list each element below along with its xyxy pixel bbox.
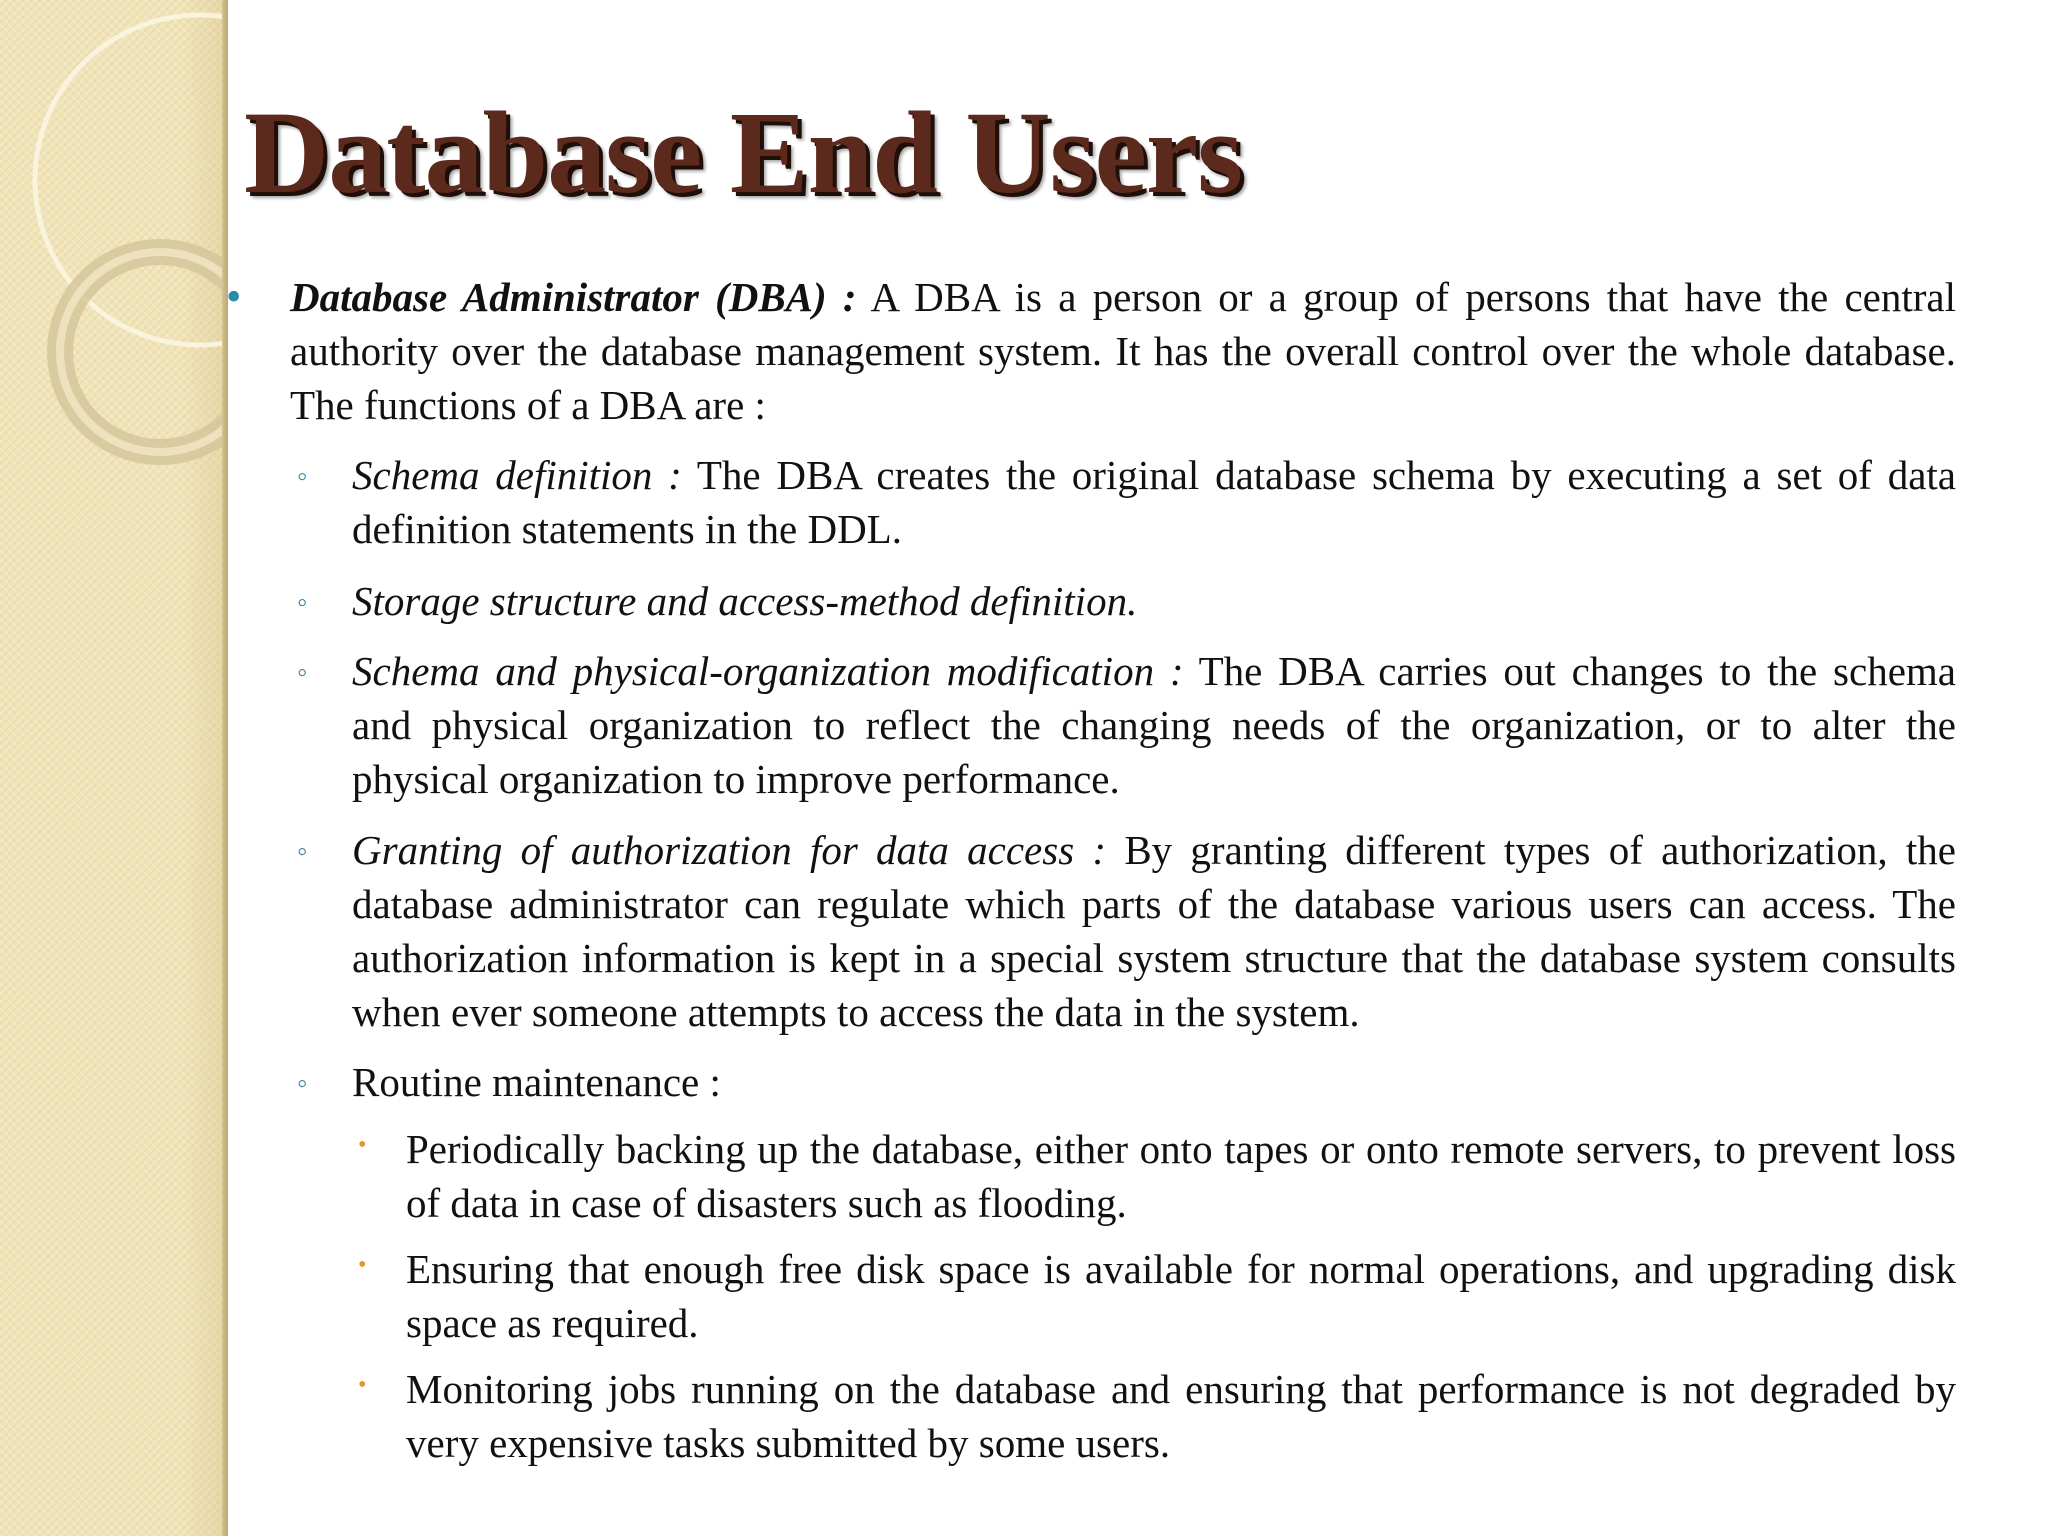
medium-ring-highlight (60, 252, 228, 452)
level3-bullet: • (358, 1132, 367, 1158)
sidebar-edge (222, 0, 228, 1536)
function-term: Schema and physical-organization modification : (352, 648, 1184, 694)
function-term: Storage structure and access-method definition. (352, 578, 1138, 624)
level3-bullet: • (358, 1372, 367, 1398)
function-term: Granting of authorization for data access : (352, 827, 1107, 873)
level2-bullet: ◦ (297, 656, 308, 689)
level2-bullet: ◦ (297, 1067, 308, 1100)
function-text: By granting different types of authorization, the database administrator can regulate which parts of the database various users can access. The authorization information is kept in a special system structure that the database system consults when ever someone attempts to access the data in the system. (352, 827, 1957, 1035)
function-text: Routine maintenance : (352, 1059, 721, 1105)
dba-description: A DBA is a person or a group of persons that have the central authority over the database management system. It has the overall control over the whole database. The functions of a DBA are : (290, 274, 1956, 428)
function-text: The DBA creates the original database schema by executing a set of data definition statements in the DDL. (352, 452, 1957, 552)
decorative-rings (0, 0, 228, 520)
maintenance-item: Monitoring jobs running on the database and ensuring that performance is not degraded by very expensive tasks submitted by some users. (406, 1366, 1956, 1466)
slide-title: Database End Users (244, 87, 1243, 218)
function-item (352, 574, 1956, 628)
function-item (352, 823, 1956, 1039)
level1-bullet: • (226, 272, 242, 321)
function-term: Schema definition : (352, 452, 682, 498)
level2-bullet: ◦ (297, 586, 308, 619)
maintenance-item: Periodically backing up the database, either onto tapes or onto remote servers, to prevent loss of data in case of disasters such as flooding. (406, 1126, 1956, 1226)
function-item (352, 644, 1956, 806)
dba-paragraph (290, 270, 1956, 432)
decorative-sidebar (0, 0, 228, 1536)
function-item (352, 448, 1956, 556)
function-text: The DBA carries out changes to the schema and physical organization to reflect the changing needs of the organization, or to alter the physical organization to improve performance. (352, 648, 1956, 802)
dba-term: Database Administrator (DBA) : (290, 274, 857, 320)
level3-bullet: • (358, 1252, 367, 1278)
level2-bullet: ◦ (297, 460, 308, 493)
function-item (352, 1055, 1956, 1109)
maintenance-item: Ensuring that enough free disk space is available for normal operations, and upgrading disk space as required. (406, 1246, 1956, 1346)
level2-bullet: ◦ (297, 835, 308, 868)
